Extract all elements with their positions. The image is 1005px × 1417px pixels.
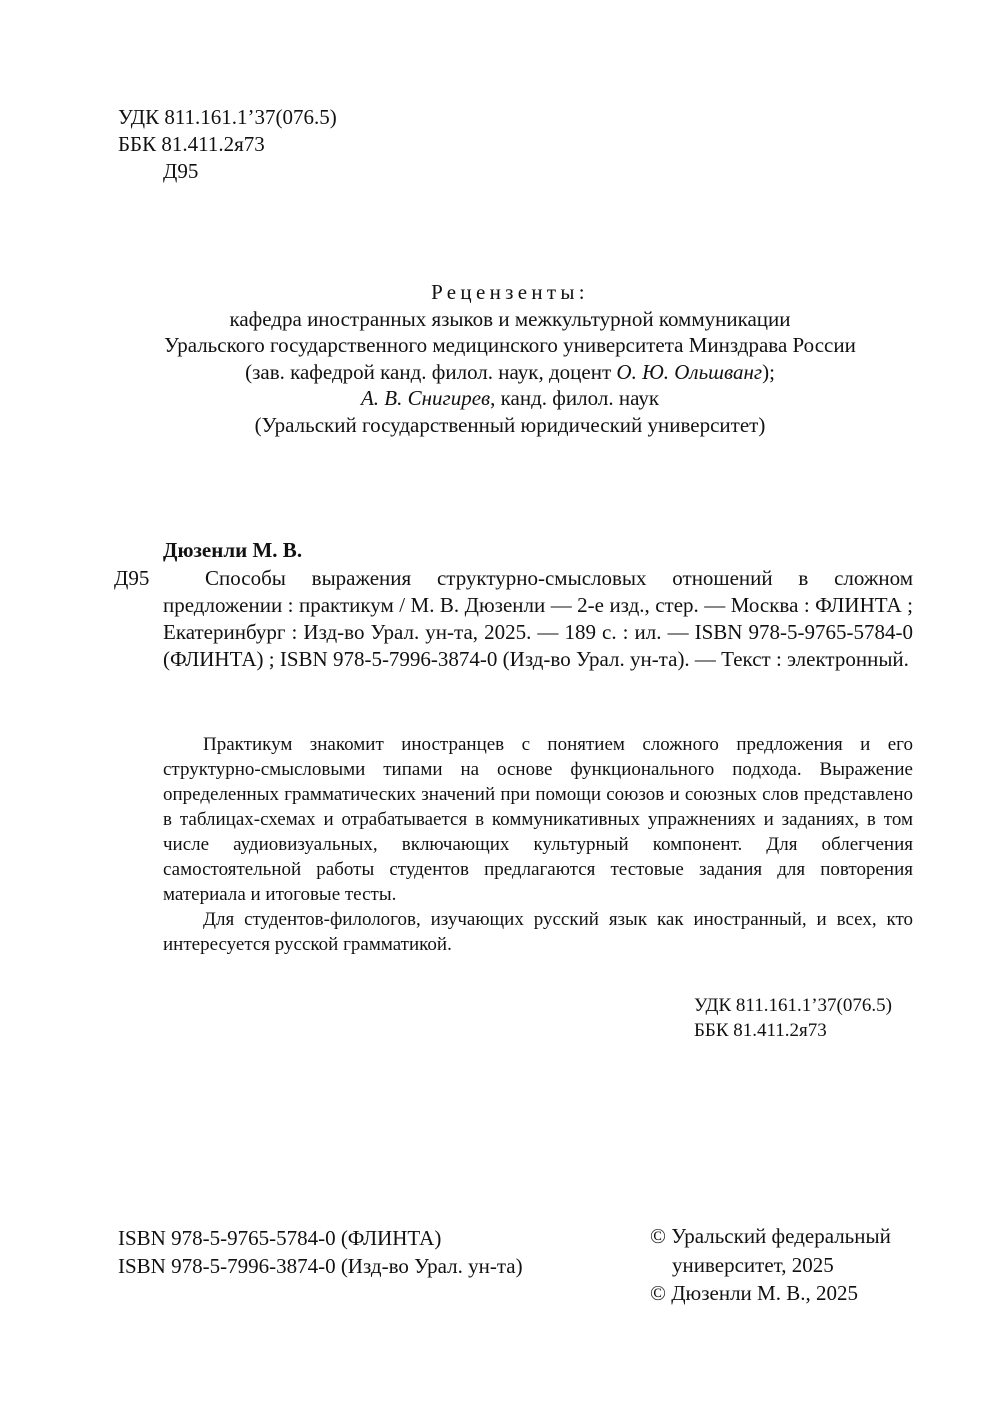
classification-top <box>118 104 337 185</box>
reviewer-line-5: (Уральский государственный юридический университет) <box>254 412 766 437</box>
udk-code: УДК 811.161.1’37(076.5) <box>118 105 337 129</box>
bbk-code: ББК 81.411.2я73 <box>118 132 265 156</box>
reviewer-line-4-suffix: , канд. филол. наук <box>490 386 660 411</box>
record-sign: Д95 <box>114 566 150 590</box>
isbn-line-2: ISBN 978-5-7996-3874-0 (Изд-во Урал. ун-та) <box>118 1254 523 1278</box>
annotation-paragraph-1: Практикум знакомит иностранцев с понятием сложного предложения и его структурно-смысловыми типами на основе функционального подхода. Выражение определенных грамматических значений при помощи союзов и союзных слов представлено в таблицах-схемах и отрабатывается в коммуникативных упражнениях и заданиях, в том числе аудиовизуальных, включающих культурный компонент. Для облегчения самостоятельной работы студентов предлагаются тестовые задания для повторения материала и итоговые тесты. <box>163 734 913 905</box>
reviewers-heading: Рецензенты: <box>431 280 589 304</box>
isbn-line-1: ISBN 978-5-9765-5784-0 (ФЛИНТА) <box>118 1226 442 1250</box>
isbn-block <box>118 1224 523 1280</box>
record-author: Дюзенли М. В. <box>163 538 303 562</box>
udk-code-bottom: УДК 811.161.1’37(076.5) <box>694 995 892 1016</box>
bibliographic-description <box>163 565 913 673</box>
annotation <box>163 732 913 957</box>
copyright-line-3: © Дюзенли М. В., 2025 <box>650 1281 858 1305</box>
reviewer-line-3-suffix: ); <box>762 359 775 384</box>
reviewers-block <box>60 279 960 439</box>
reviewer-line-2: Уральского государственного медицинского университета Минздрава России <box>164 333 856 358</box>
author-sign: Д95 <box>163 159 199 183</box>
reviewer-line-4 <box>60 385 960 412</box>
bibliographic-text: Способы выражения структурно-смысловых отношений в сложном предложении : практикум / М. В. Дюзенли — 2-е изд., стер. — Москва : ФЛИНТА ; Екатеринбург : Изд-во Урал. ун-та, 2025. — 189 с. : ил. — ISBN 978-5-9765-5784-0 (ФЛИНТА) ; ISBN 978-5-7996-3874-0 (Изд-во Урал. ун-та). — Текст : электронный. <box>163 566 913 671</box>
reviewer-line-3 <box>60 359 960 386</box>
annotation-paragraph-2: Для студентов-филологов, изучающих русский язык как иностранный, и всех, кто интересуется русской грамматикой. <box>163 909 913 955</box>
copyright-line-1: © Уральский федеральный <box>650 1224 891 1248</box>
copyright-block <box>650 1222 891 1308</box>
reviewer-name-1: О. Ю. Ольшванг <box>616 359 763 384</box>
reviewer-line-1: кафедра иностранных языков и межкультурной коммуникации <box>229 306 791 331</box>
classification-bottom <box>694 993 892 1043</box>
bbk-code-bottom: ББК 81.411.2я73 <box>694 1020 827 1041</box>
copyright-line-2: университет, 2025 <box>672 1252 834 1277</box>
reviewer-name-2: А. В. Снигирев <box>360 386 491 411</box>
reviewer-line-3-prefix: (зав. кафедрой канд. филол. наук, доцент <box>245 359 617 384</box>
